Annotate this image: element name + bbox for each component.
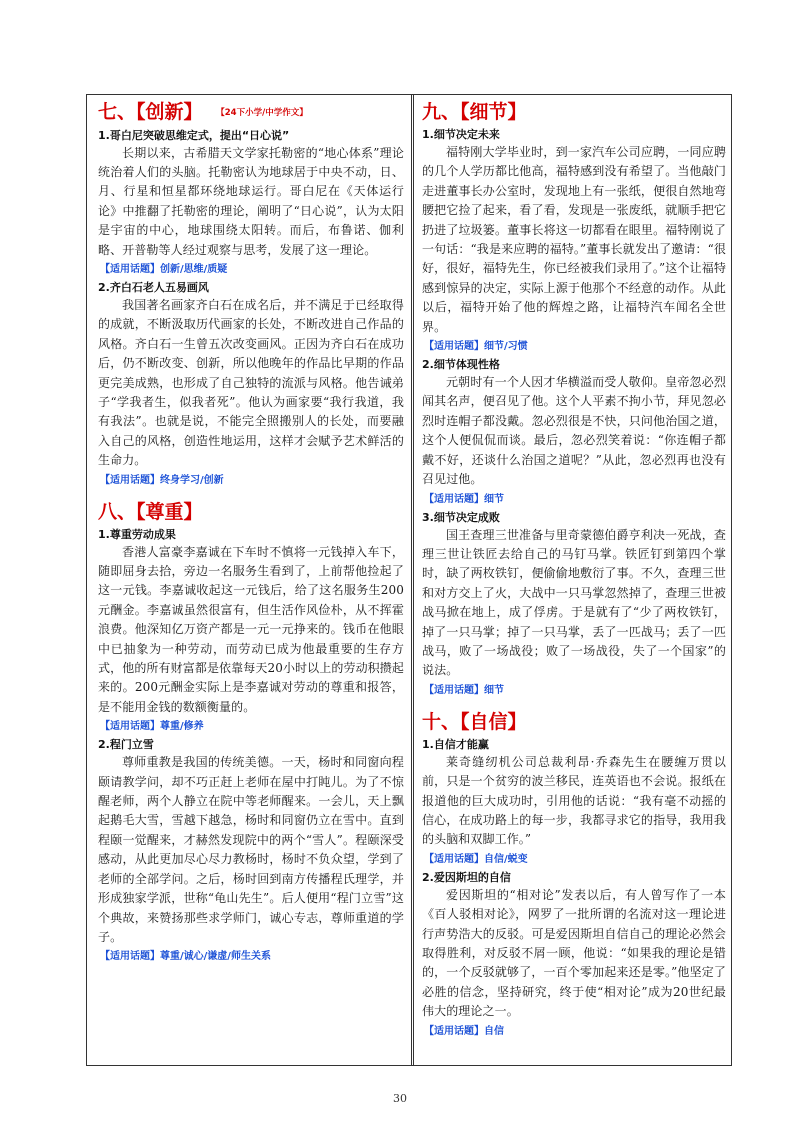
story-title: 2.细节体现性格 xyxy=(422,358,500,372)
topic-label: 【适用话题】创新/思维/质疑 xyxy=(100,263,228,275)
story-text: 元朝时有一个人因才华横溢而受人敬仰。皇帝忽必烈闻其名声，便召见了他。这个人平素不拘小节，拜见忽必烈时连帽子都没戴。忽必烈很是不快，只问他治国之道，这个人便侃侃而谈。最后，忽必烈笑着说：“你连帽子都戴不好，还谈什么治国之道呢？”从此，忽必烈再也没有召见过他。 xyxy=(422,375,726,487)
topic-label: 【适用话题】自信/蜕变 xyxy=(424,853,528,865)
story-text: 国王查理三世准备与里奇蒙德伯爵亨利决一死战，查理三世让铁匠去给自己的马钉马掌。铁匠钉到第四个掌时，缺了两枚铁钉，便偷偷地敷衍了事。不久，查理三世和对方交上了火，大战中一只马掌忽然掉了，查理三世被战马掀在地上，成了俘虏。于是就有了“少了两枚铁钉，掉了一只马掌；掉了一只马掌，丢了一匹战马；丢了一匹战马，败了一场战役；败了一场战役，失了一个国家”的说法。 xyxy=(422,527,726,678)
story-title: 2.齐白石老人五易画风 xyxy=(98,280,209,294)
topic-label: 【适用话题】尊重/修养 xyxy=(100,721,204,733)
page-number: 30 xyxy=(393,1092,407,1105)
story-title: 1.尊重劳动成果 xyxy=(98,527,176,541)
topic-label: 【适用话题】细节 xyxy=(424,493,504,505)
story-title: 1.哥白尼突破思维定式，提出“日心说” xyxy=(98,128,290,142)
section-title-detail: 九、【细节】 xyxy=(422,101,527,123)
topic-label: 【适用话题】细节 xyxy=(424,684,504,696)
topic-label: 【适用话题】终身学习/创新 xyxy=(100,474,224,486)
story-text: 长期以来，古希腊天文学家托勒密的“地心体系”理论统治着人们的头脑。托勒密认为地球居于中央不动，日、月、行星和恒星都环绕地球运行。哥白尼在《天体运行论》中推翻了托勒密的理论，阐明了“日心说”，认为太阳是宇宙的中心，地球围绕太阳转。而后，布鲁诺、伽利略、开普勒等人经过观察与思考，发展了这一理论。 xyxy=(98,145,404,257)
left-column xyxy=(98,100,404,966)
story-text: 尊师重教是我国的传统美德。一天，杨时和同窗向程颐请教学问，却不巧正赶上老师在屋中打盹儿。为了不惊醒老师，两个人静立在院中等老师醒来。一会儿，天上飘起鹅毛大雪，雪越下越急，杨时和同窗仍立在雪中。直到程颐一觉醒来，才赫然发现院中的两个“雪人”。程颐深受感动，从此更加尽心尽力教杨时，杨时不负众望，学到了老师的全部学问。之后，杨时回到南方传播程氏理学，并形成独家学派，世称“龟山先生”。后人便用“程门立雪”这个典故，来赞扬那些求学师门，诚心专志，尊师重道的学子。 xyxy=(98,755,404,944)
topic-label: 【适用话题】尊重/诚心/谦虚/师生关系 xyxy=(100,951,271,963)
story-text: 福特刚大学毕业时，到一家汽车公司应聘，一同应聘的几个人学历都比他高，福特感到没有希望了。当他敲门走进董事长办公室时，发现地上有一张纸，便很自然地弯腰把它捡了起来，看了看，发现是一张废纸，就顺手把它扔进了垃圾篓。董事长将这一切都看在眼里。福特刚说了一句话：“我是来应聘的福特。”董事长就发出了邀请：“很好，很好，福特先生，你已经被我们录用了。”这个让福特感到惊异的决定，实际上源于他那个不经意的动作。从此以后，福特开始了他的辉煌之路，让福特汽车闻名全世界。 xyxy=(422,145,726,334)
topic-label: 【适用话题】细节/习惯 xyxy=(424,341,528,353)
story-title: 2.程门立雪 xyxy=(98,738,154,752)
story-text: 爱因斯坦的“相对论”发表以后，有人曾写作了一本《百人驳相对论》，网罗了一批所谓的名流对这一理论进行声势浩大的反驳。可是爱因斯坦自信自己的理论必然会取得胜利，对反驳不屑一顾，他说：“如果我的理论是错的，一个反驳就够了，一百个零加起来还是零。”他坚定了必胜的信念，坚持研究，终于使“相对论”成为20世纪最伟大的理论之一。 xyxy=(422,887,726,1019)
right-column xyxy=(422,100,726,1041)
story-title: 2.爱因斯坦的自信 xyxy=(422,870,511,884)
section-title-innovation: 七、【创新】 【24下小学/中学作文】 xyxy=(98,101,308,123)
story-text: 香港人富豪李嘉诚在下车时不慎将一元钱掉入车下，随即屈身去拾，旁边一名服务生看到了，上前帮他捡起了这一元钱。李嘉诚收起这一元钱后，给了这名服务生200元酬金。李嘉诚虽然很富有，但生活作风俭朴，从不挥霍浪费。他深知亿万资产都是一元一元挣来的。钱币在他眼中已抽象为一种劳动，而劳动已成为他最重要的生存方式，他的所有财富都是依靠每天20小时以上的劳动积攒起来的。200元酬金实际上是李嘉诚对劳动的尊重和报答，是不能用金钱的数额衡量的。 xyxy=(98,544,404,714)
story-text: 我国著名画家齐白石在成名后，并不满足于已经取得的成就，不断汲取历代画家的长处，不断改进自己作品的风格。齐白石一生曾五次改变画风。正因为齐白石在成功后，仍不断改变、创新，所以他晚年的作品比早期的作品更完美成熟，也形成了自己独特的流派与风格。他告诫弟子“学我者生，似我者死”。他认为画家要“我行我道，我有我法”。也就是说，不能完全照搬别人的长处，而要融入自己的风格，创造性地运用，这样才会赋予艺术鲜活的生命力。 xyxy=(98,297,404,468)
story-title: 3.细节决定成败 xyxy=(422,510,500,524)
topic-label: 【适用话题】自信 xyxy=(424,1025,504,1037)
story-title: 1.自信才能赢 xyxy=(422,737,489,751)
story-text: 莱奇缝纫机公司总裁利昂·乔森先生在腰缠万贯以前，只是一个贫穷的波兰移民，连英语也不会说。报纸在报道他的巨大成功时，引用他的话说：“我有毫不动摇的信心，在成功路上的每一步，我都寻求它的指导，我用我的头脑和双脚工作。” xyxy=(422,754,726,847)
section-title-confidence: 十、【自信】 xyxy=(422,710,527,733)
story-title: 1.细节决定未来 xyxy=(422,128,500,141)
section-title-respect: 八、【尊重】 xyxy=(98,500,203,523)
column-divider xyxy=(411,94,414,1066)
grade-tag: 【24下小学/中学作文】 xyxy=(220,107,308,118)
